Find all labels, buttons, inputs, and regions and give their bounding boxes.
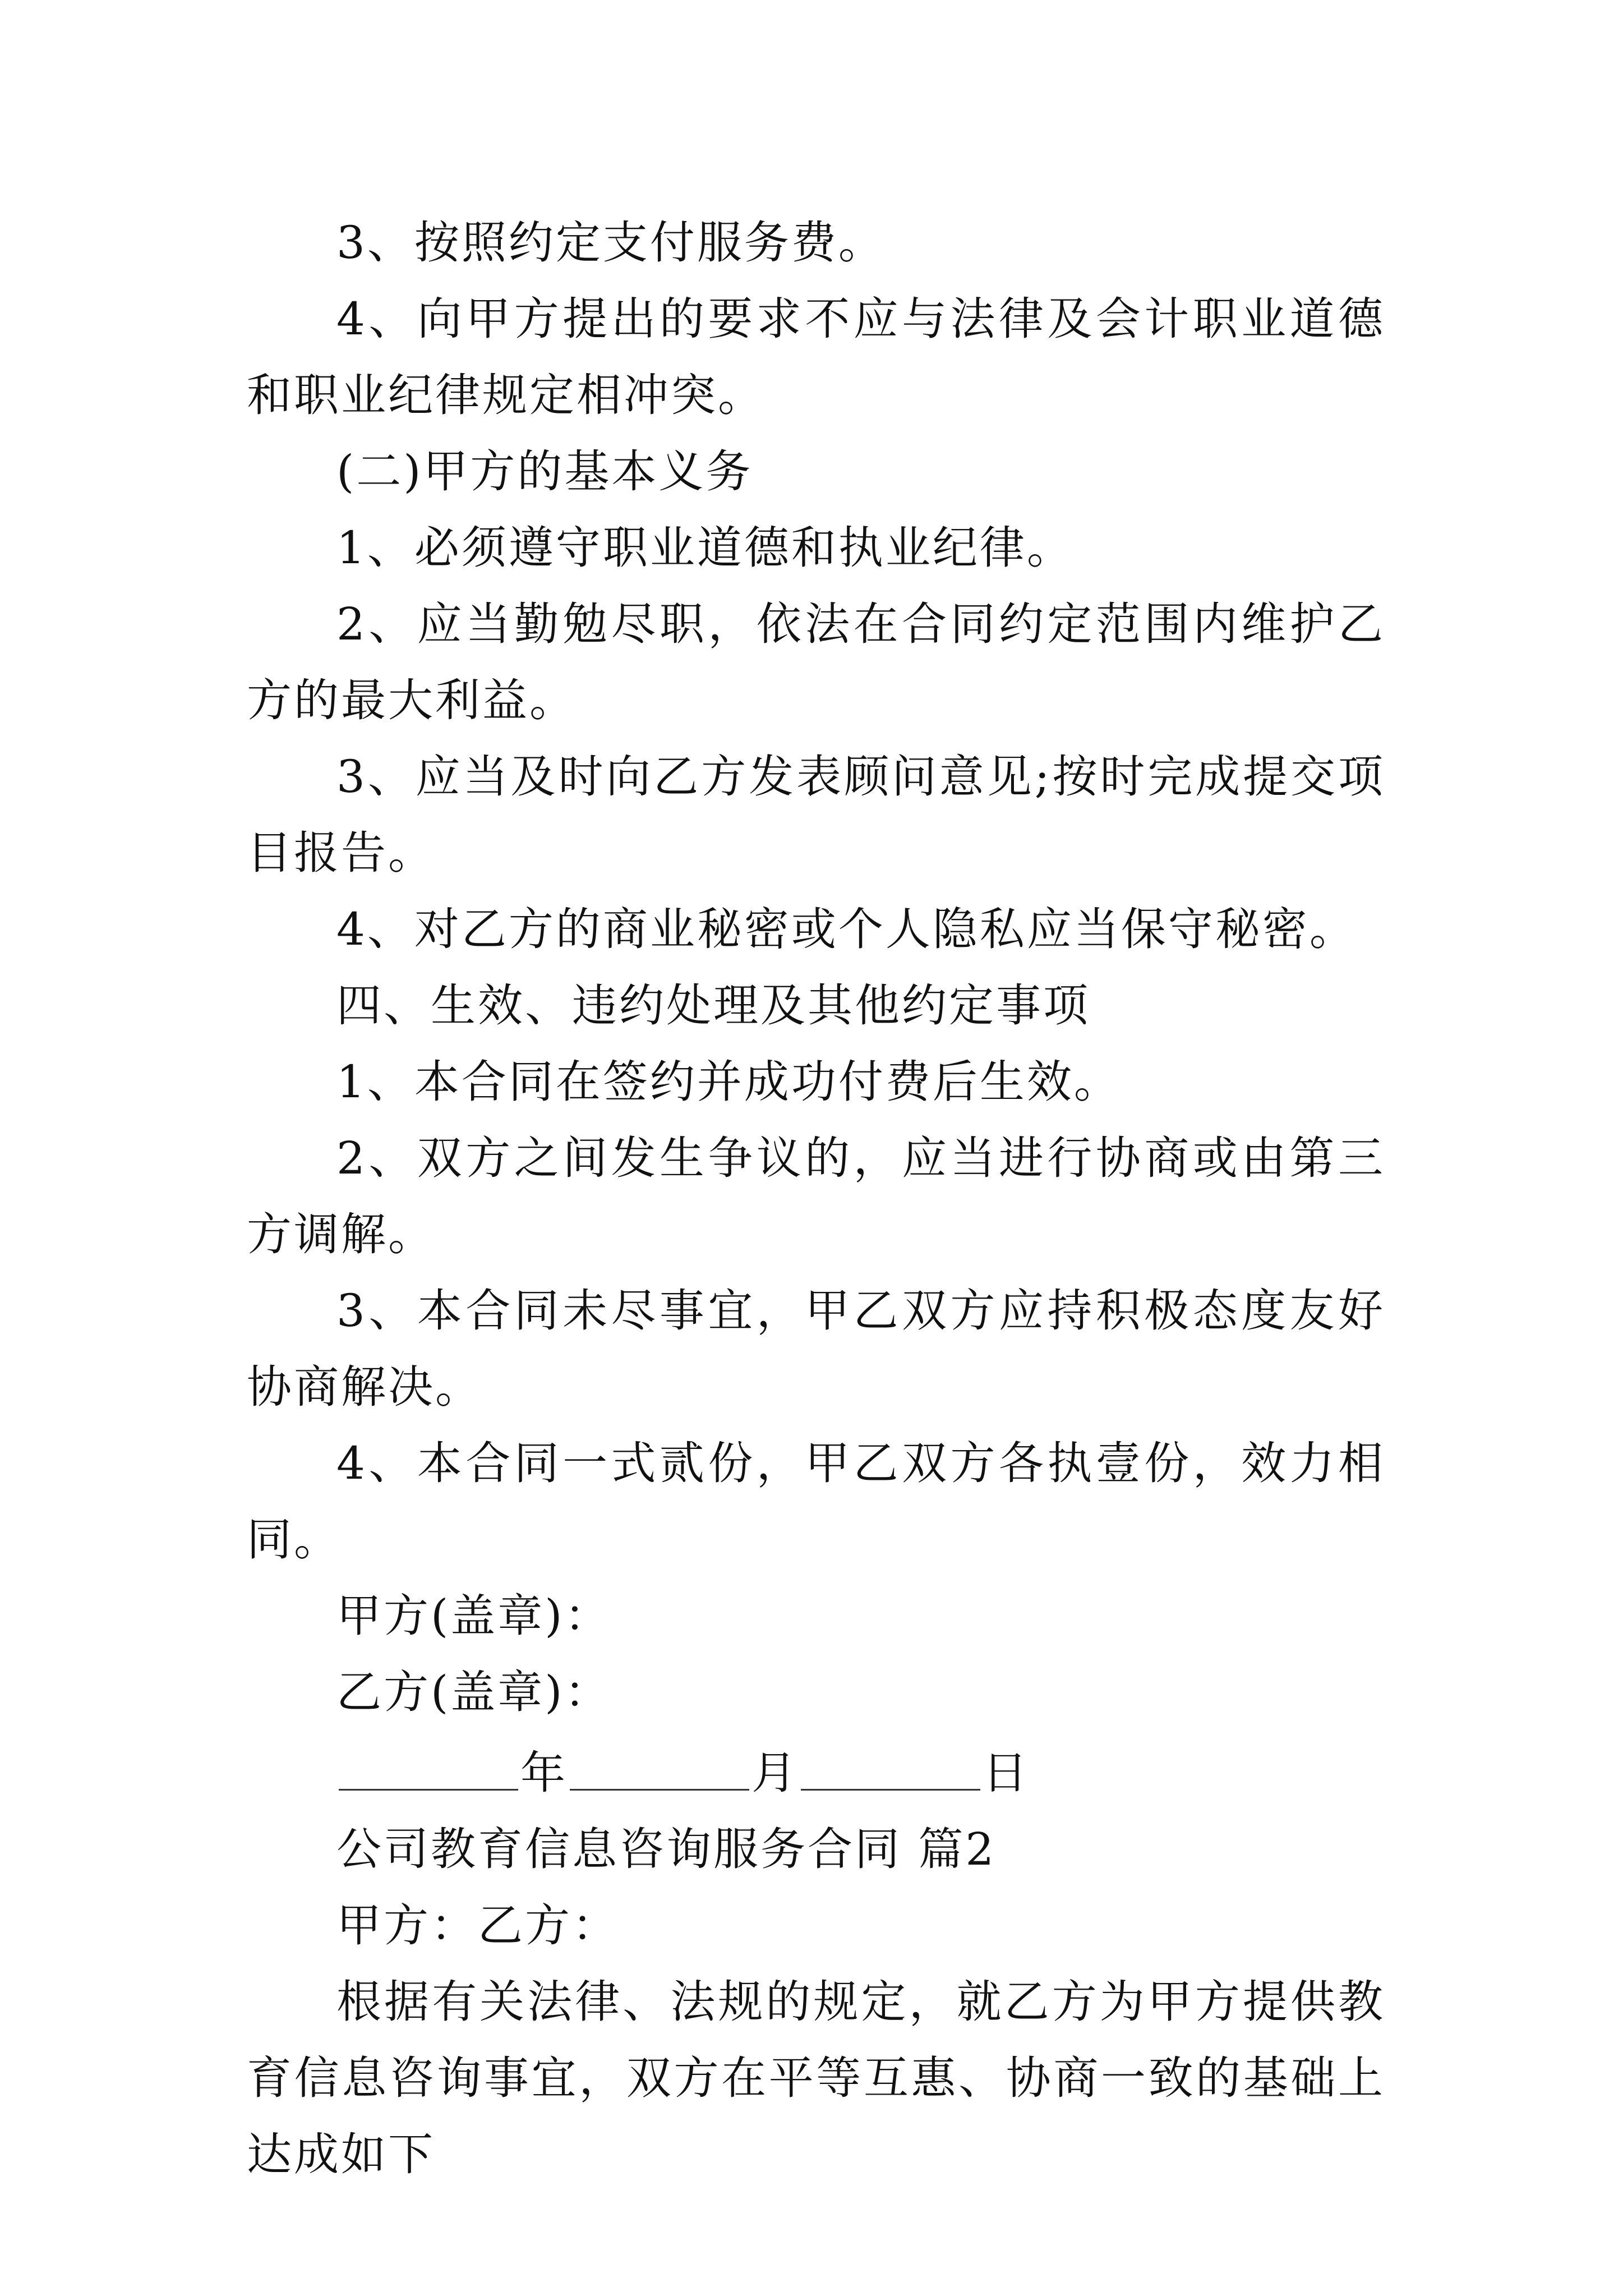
date-line xyxy=(247,1731,1385,1811)
intro-paragraph: 根据有关法律、法规的规定，就乙方为甲方提供教育信息咨询事宜，双方在平等互惠、协商一致的基础上达成如下 xyxy=(247,1976,1385,2180)
day-blank xyxy=(801,1733,980,1791)
paragraph: 4、对乙方的商业秘密或个人隐私应当保守秘密。 xyxy=(336,903,1357,955)
party-a-seal: 甲方(盖章)： xyxy=(336,1590,612,1642)
paragraph: 4、向甲方提出的要求不应与法律及会计职业道德和职业纪律规定相冲突。 xyxy=(247,293,1385,421)
paragraph: 4、本合同一式贰份，甲乙双方各执壹份，效力相同。 xyxy=(247,1437,1385,1566)
paragraph: 1、本合同在签约并成功付费后生效。 xyxy=(336,1056,1121,1108)
year-label: 年 xyxy=(520,1747,568,1799)
parties-line: 甲方：乙方： xyxy=(336,1899,619,1952)
paragraph: 1、必须遵守职业道德和执业纪律。 xyxy=(336,522,1074,574)
month-label: 月 xyxy=(751,1747,799,1799)
paragraph: 3、应当及时向乙方发表顾问意见;按时完成提交项目报告。 xyxy=(247,751,1385,879)
document-body xyxy=(247,205,1385,2193)
section-heading: 四、生效、违约处理及其他约定事项 xyxy=(336,979,1090,1032)
year-blank xyxy=(339,1733,518,1791)
party-b-seal: 乙方(盖章)： xyxy=(336,1666,612,1718)
paragraph: 3、按照约定支付服务费。 xyxy=(336,217,886,269)
day-label: 日 xyxy=(983,1747,1030,1799)
paragraph: 2、应当勤勉尽职，依法在合同约定范围内维护乙方的最大利益。 xyxy=(247,598,1385,726)
month-blank xyxy=(570,1733,749,1791)
section-title: 公司教育信息咨询服务合同 篇2 xyxy=(336,1823,997,1875)
subsection-heading: (二)甲方的基本义务 xyxy=(336,445,753,498)
paragraph: 3、本合同未尽事宜，甲乙双方应持积极态度友好协商解决。 xyxy=(247,1285,1385,1413)
paragraph: 2、双方之间发生争议的，应当进行协商或由第三方调解。 xyxy=(247,1132,1385,1260)
